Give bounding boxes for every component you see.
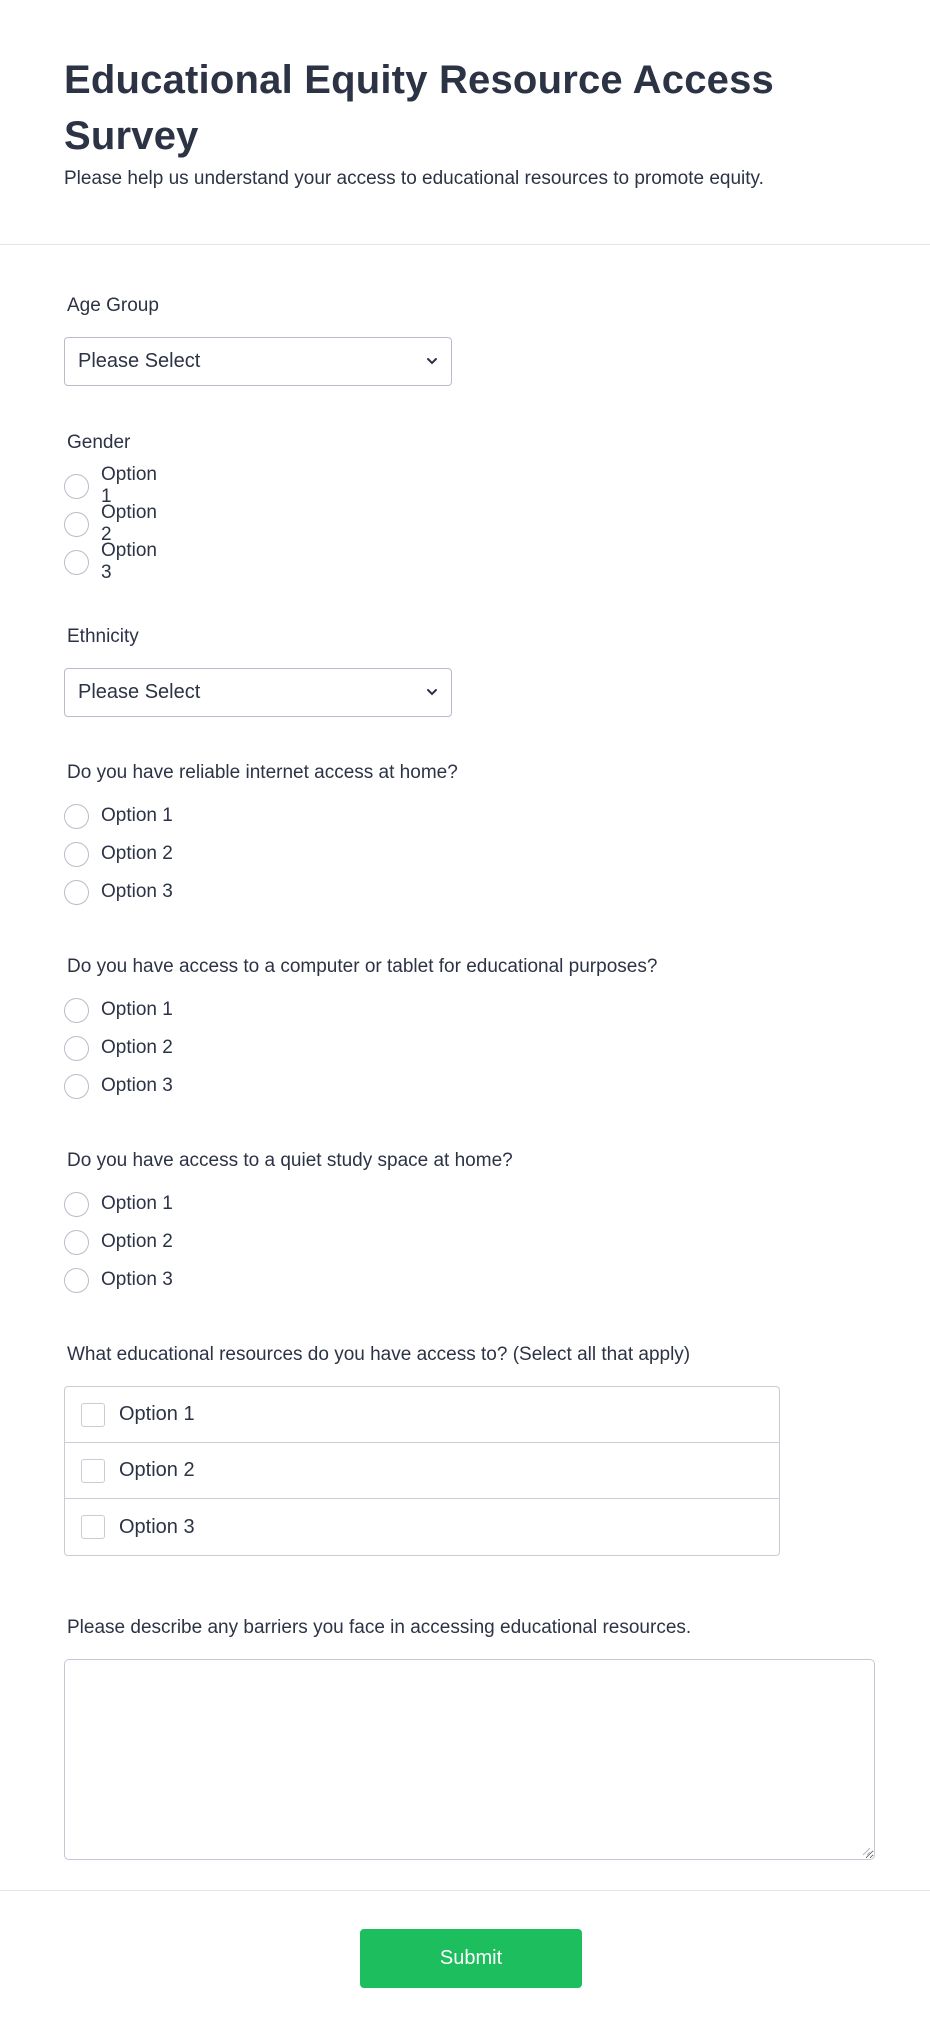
- barriers-label: Please describe any barriers you face in accessing educational resources.: [67, 1617, 692, 1638]
- radio-circle-icon[interactable]: [64, 512, 89, 537]
- field-internet-access: [64, 761, 458, 902]
- checkbox-icon[interactable]: [81, 1459, 105, 1483]
- radio-circle-icon[interactable]: [64, 474, 89, 499]
- radio-circle-icon[interactable]: [64, 804, 89, 829]
- radio-circle-icon[interactable]: [64, 1230, 89, 1255]
- field-age-group: [64, 294, 201, 372]
- field-device-access: [64, 955, 658, 1096]
- resize-handle-icon[interactable]: [861, 1846, 871, 1856]
- chevron-down-icon: [425, 685, 439, 699]
- radio-circle-icon[interactable]: [64, 1074, 89, 1099]
- radio-circle-icon[interactable]: [64, 1036, 89, 1061]
- resources-checkbox-group: [64, 1386, 780, 1556]
- internet-access-option-1[interactable]: Option 1: [64, 797, 173, 835]
- radio-circle-icon[interactable]: [64, 842, 89, 867]
- ethnicity-selected-value: Please Select: [78, 681, 201, 703]
- device-access-option-3[interactable]: Option 3: [64, 1067, 173, 1105]
- device-access-option-2[interactable]: Option 2: [64, 1029, 173, 1067]
- checkbox-icon[interactable]: [81, 1403, 105, 1427]
- resources-option-1[interactable]: Option 1: [65, 1387, 779, 1443]
- internet-access-option-2[interactable]: Option 2: [64, 835, 173, 873]
- barriers-textarea-wrapper: [64, 1659, 875, 1860]
- field-barriers: [64, 1616, 691, 1640]
- radio-circle-icon[interactable]: [64, 1192, 89, 1217]
- gender-option-1[interactable]: Option 1: [64, 467, 157, 505]
- age-group-selected-value: Please Select: [78, 350, 201, 372]
- submit-button[interactable]: Submit: [360, 1929, 582, 1988]
- study-space-radio-group: [64, 1185, 173, 1299]
- footer-divider: [0, 1890, 930, 1891]
- device-access-radio-group: [64, 991, 173, 1105]
- resources-label: What educational resources do you have access to? (Select all that apply): [67, 1344, 691, 1365]
- gender-option-3[interactable]: Option 3: [64, 543, 157, 581]
- radio-circle-icon[interactable]: [64, 550, 89, 575]
- barriers-textarea[interactable]: [64, 1659, 875, 1860]
- field-study-space: [64, 1149, 513, 1290]
- form-header: [0, 0, 930, 245]
- checkbox-icon[interactable]: [81, 1515, 105, 1539]
- study-space-option-3[interactable]: Option 3: [64, 1261, 173, 1299]
- field-ethnicity: [64, 625, 201, 703]
- resources-option-2[interactable]: Option 2: [65, 1443, 779, 1499]
- ethnicity-label: Ethnicity: [67, 626, 139, 647]
- page-title: Educational Equity Resource Access Survey: [64, 58, 775, 158]
- gender-label: Gender: [67, 432, 131, 453]
- resources-option-3[interactable]: Option 3: [65, 1499, 779, 1555]
- age-group-label: Age Group: [67, 295, 159, 316]
- study-space-option-2[interactable]: Option 2: [64, 1223, 173, 1261]
- field-resources: [64, 1343, 691, 1538]
- device-access-label: Do you have access to a computer or tablet for educational purposes?: [67, 956, 658, 977]
- device-access-option-1[interactable]: Option 1: [64, 991, 173, 1029]
- field-gender: [64, 431, 157, 583]
- age-group-select[interactable]: [64, 337, 452, 386]
- radio-circle-icon[interactable]: [64, 998, 89, 1023]
- chevron-down-icon: [425, 354, 439, 368]
- internet-access-radio-group: [64, 797, 173, 911]
- internet-access-label: Do you have reliable internet access at home?: [67, 762, 458, 783]
- radio-circle-icon[interactable]: [64, 880, 89, 905]
- ethnicity-select[interactable]: [64, 668, 452, 717]
- study-space-option-1[interactable]: Option 1: [64, 1185, 173, 1223]
- page-subtitle: Please help us understand your access to educational resources to promote equity.: [64, 168, 764, 189]
- radio-circle-icon[interactable]: [64, 1268, 89, 1293]
- gender-radio-group: [64, 464, 157, 583]
- gender-option-2[interactable]: Option 2: [64, 505, 157, 543]
- internet-access-option-3[interactable]: Option 3: [64, 873, 173, 911]
- study-space-label: Do you have access to a quiet study space at home?: [67, 1150, 513, 1171]
